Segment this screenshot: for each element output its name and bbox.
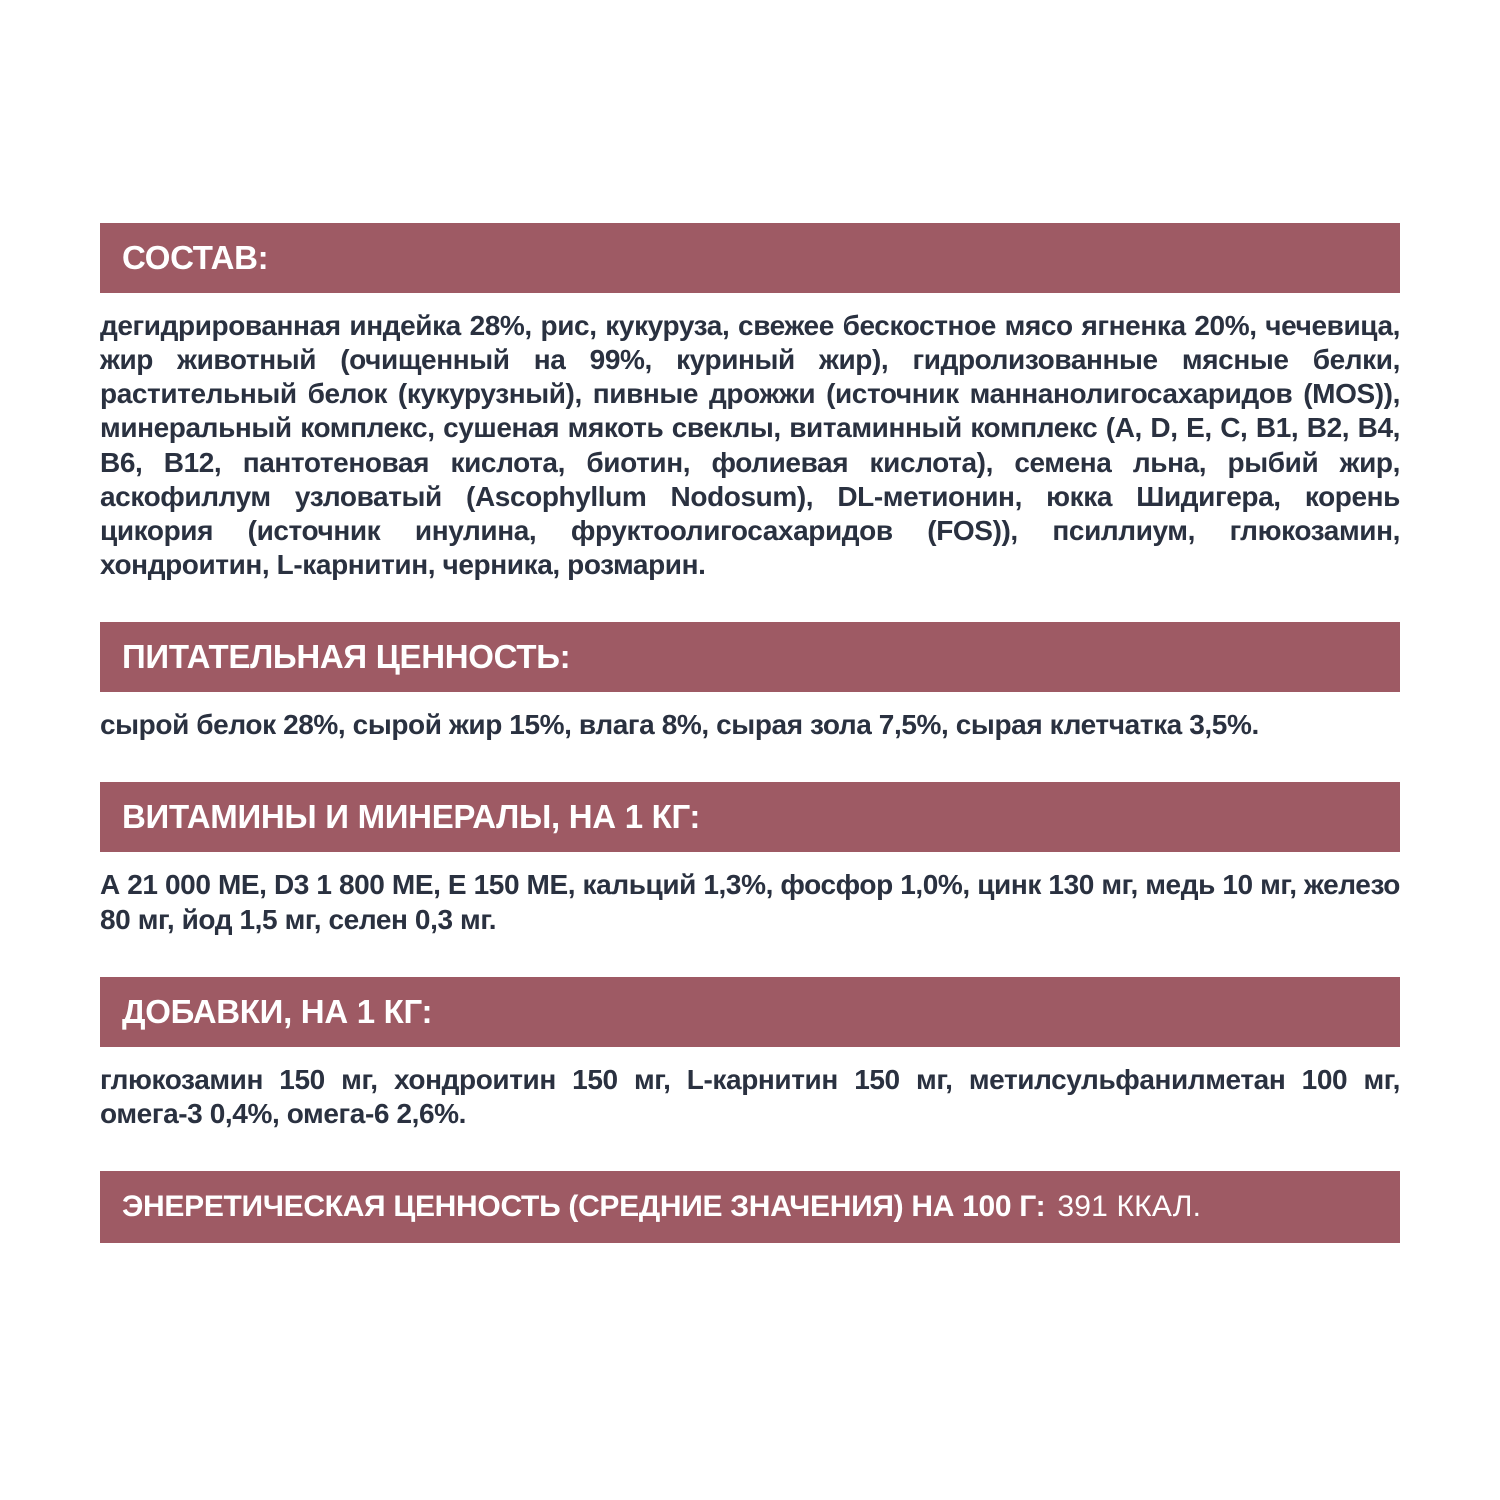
label-content [100, 223, 1400, 1243]
section-title-additives: ДОБАВКИ, НА 1 КГ: [122, 992, 433, 1030]
section-additives [100, 977, 1400, 1131]
energy-value-amount: 391 ККАЛ. [1057, 1190, 1202, 1224]
section-header-bar-nutrition-value [100, 622, 1400, 692]
section-nutrition-value [100, 622, 1400, 742]
additives-text: глюкозамин 150 мг, хондроитин 150 мг, L-карнитин 150 мг, метилсульфанилметан 100 мг, омега-3 0,4%, омега-6 2,6%. [100, 1063, 1400, 1129]
section-title-composition: СОСТАВ: [122, 239, 269, 276]
nutrition-value-text: сырой белок 28%, сырой жир 15%, влага 8%, сырая зола 7,5%, сырая клетчатка 3,5%. [100, 709, 1259, 741]
section-header-bar-additives [100, 977, 1400, 1047]
energy-value-bar [100, 1171, 1400, 1243]
section-header-bar-vitamins-minerals [100, 782, 1400, 852]
vitamins-minerals-text: А 21 000 МЕ, D3 1 800 МЕ, Е 150 МЕ, кальций 1,3%, фосфор 1,0%, цинк 130 мг, медь 10 мг, железо 80 мг, йод 1,5 мг, селен 0,3 мг. [100, 869, 1400, 935]
section-title-nutrition-value: ПИТАТЕЛЬНАЯ ЦЕННОСТЬ: [122, 638, 571, 676]
section-title-vitamins-minerals: ВИТАМИНЫ И МИНЕРАЛЫ, НА 1 КГ: [122, 798, 701, 836]
composition-text: дегидрированная индейка 28%, рис, кукуруза, свежее бескостное мясо ягненка 20%, чечевица, жир животный (очищенный на 99%, куриный жир), гидролизованные мясные белки, растительный белок (кукурузный), пивные дрожжи (источник маннанолигосахаридов (MOS)), минеральный комплекс, сушеная мякоть свеклы, витаминный комплекс (A, D, E, C, B1, B2, B4, B6, B12, пантотеновая кислота, биотин, фолиевая кислота), семена льна, рыбий жир, аскофиллум узловатый (Ascophyllum Nodosum), DL-метионин, юкка Шидигера, корень цикория (источник инулина, фруктоолигосахаридов (FOS)), псиллиум, глюкозамин, хондроитин, L-карнитин, черника, розмарин. [100, 310, 1400, 581]
section-composition [100, 223, 1400, 582]
section-header-bar-composition [100, 223, 1400, 293]
energy-value-label: ЭНЕРЕТИЧЕСКАЯ ЦЕННОСТЬ (СРЕДНИЕ ЗНАЧЕНИЯ) НА 100 Г: [122, 1190, 1046, 1224]
section-vitamins-minerals [100, 782, 1400, 936]
